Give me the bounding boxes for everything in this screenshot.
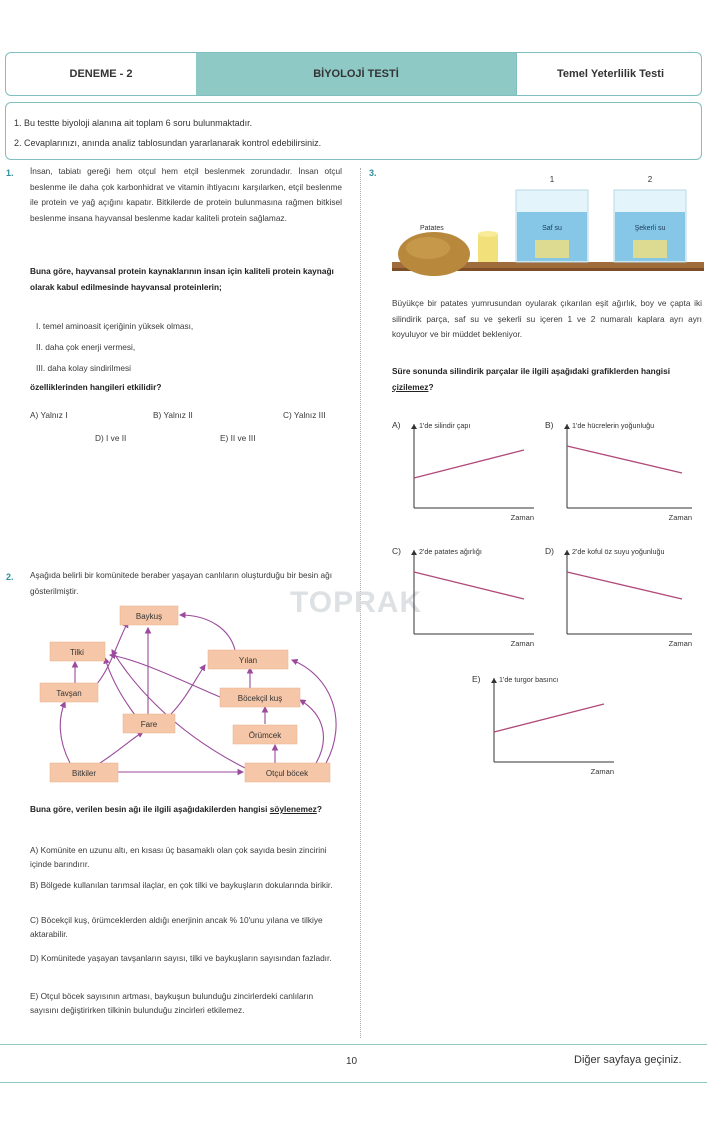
arrow-bitkiler-tavsan xyxy=(60,702,70,763)
potato-cylinder xyxy=(478,234,498,262)
graph-c[interactable] xyxy=(392,542,542,650)
graph-letter: C) xyxy=(392,546,401,556)
instruction-2: 2. Cevaplarınızı, anında analiz tablosundan yararlanarak kontrol edebilirsiniz. xyxy=(14,138,322,148)
arrow-bocekcil-tilki xyxy=(110,655,220,697)
test-title: BİYOLOJİ TESTİ xyxy=(196,53,516,95)
graph-svg xyxy=(545,416,700,524)
graph-title: 2'de koful öz suyu yoğunluğu xyxy=(572,547,665,556)
node-bitkiler: Bitkiler xyxy=(71,769,97,778)
page-number: 10 xyxy=(346,1056,358,1067)
q1-item-2: II. daha çok enerji vermesi, xyxy=(36,342,136,352)
graph-title: 1'de turgor basıncı xyxy=(499,675,559,684)
q2-question-emph: söylenemez xyxy=(269,804,317,814)
graph-b[interactable] xyxy=(545,416,700,524)
x-axis-label: Zaman xyxy=(668,639,692,648)
q2-question xyxy=(30,802,342,818)
q2-question-end: ? xyxy=(316,804,322,814)
q3-question-end: ? xyxy=(428,381,434,392)
graph-letter: B) xyxy=(545,420,554,430)
experiment-illustration xyxy=(392,168,704,288)
q1-option-c[interactable]: C) Yalnız III xyxy=(283,410,326,420)
exam-name: DENEME - 2 xyxy=(6,53,197,95)
test-header xyxy=(5,52,702,96)
watermark: TOPRAK xyxy=(290,586,423,619)
q1-closing: özelliklerinden hangileri etkilidir? xyxy=(30,382,162,392)
y-axis-arrow xyxy=(564,550,570,555)
graph-svg xyxy=(545,542,700,650)
q1-item-3: III. daha kolay sindirilmesi xyxy=(36,363,131,373)
q2-question-text: Buna göre, verilen besin ağı ile ilgili aşağıdakilerden hangisi xyxy=(30,804,270,814)
food-web-diagram xyxy=(30,600,345,790)
node-bocekcil-kus: Böcekçil kuş xyxy=(237,694,283,703)
node-tavsan: Tavşan xyxy=(56,689,82,698)
q2-option-c[interactable]: C) Böcekçil kuş, örümceklerden aldığı enerjinin ancak % 10'unu yılana ve tilkiye aktarabilir. xyxy=(30,915,323,939)
instructions xyxy=(5,102,702,160)
trend-line xyxy=(494,704,604,732)
q2-number: 2. xyxy=(6,572,14,582)
node-fare: Fare xyxy=(140,720,158,729)
beaker-1-cylinder xyxy=(535,240,569,258)
graph-title: 1'de hücrelerin yoğunluğu xyxy=(572,421,655,430)
x-axis-label: Zaman xyxy=(668,513,692,522)
q1-item-1: I. temel aminoasit içeriğinin yüksek olması, xyxy=(36,321,194,331)
q3-question xyxy=(392,364,702,395)
graph-e[interactable] xyxy=(472,670,622,778)
arrow-fare-tilki xyxy=(105,658,135,715)
q2-option-d[interactable]: D) Komünitede yaşayan tavşanların sayısı, tilki ve baykuşların sayısından fazladır. xyxy=(30,953,332,963)
beaker-1-label: Saf su xyxy=(542,225,562,232)
trend-line xyxy=(567,572,682,599)
y-axis-arrow xyxy=(411,550,417,555)
arrow-fare-yilan xyxy=(170,665,205,715)
beaker-2-number: 2 xyxy=(647,175,653,184)
q3-question-text: Süre sonunda silindirik parçalar ile ilgili aşağıdaki grafiklerden hangisi xyxy=(392,366,671,376)
footer-line-bottom xyxy=(0,1082,707,1083)
arrow-yilan-baykus xyxy=(180,615,235,650)
next-page-note: Diğer sayfaya geçiniz. xyxy=(574,1054,682,1066)
arrow-otcul-bocekcil xyxy=(300,700,323,765)
trend-line xyxy=(414,572,524,599)
beaker-2-label: Şekerli su xyxy=(634,225,666,232)
q1-option-e[interactable]: E) II ve III xyxy=(220,433,256,443)
instruction-1: 1. Bu testte biyoloji alanına ait toplam 6 soru bulunmaktadır. xyxy=(14,118,253,128)
potato-label: Patates xyxy=(420,225,444,232)
y-axis-arrow xyxy=(411,424,417,429)
beaker-2-cylinder xyxy=(633,240,667,258)
q1-number: 1. xyxy=(6,168,14,178)
graph-d[interactable] xyxy=(545,542,700,650)
q3-number: 3. xyxy=(369,168,377,178)
q1-option-a[interactable]: A) Yalnız I xyxy=(30,410,68,420)
q2-option-e[interactable]: E) Otçul böcek sayısının artması, baykuşun bulunduğu zincirlerdeki canlıların sayısını değiştirirken tilkinin bulunduğu zincirleri etkilemez. xyxy=(30,991,314,1015)
trend-line xyxy=(414,450,524,478)
x-axis-label: Zaman xyxy=(510,513,534,522)
node-otcul-bocek: Otçul böcek xyxy=(265,769,309,778)
q1-question: Buna göre, hayvansal protein kaynaklarının insan için kaliteli protein kaynağı olarak kabul edilmesinde hayvansal proteinlerin; xyxy=(30,266,334,292)
x-axis-label: Zaman xyxy=(510,639,534,648)
node-yilan: Yılan xyxy=(238,656,258,665)
graph-title: 1'de silindir çapı xyxy=(419,421,471,430)
y-axis-arrow xyxy=(564,424,570,429)
graph-letter: E) xyxy=(472,674,481,684)
q1-option-b[interactable]: B) Yalnız II xyxy=(153,410,193,420)
q2-option-a[interactable]: A) Komünite en uzunu altı, en kısası üç basamaklı olan çok sayıda besin zincirini içinde barındırır. xyxy=(30,845,327,869)
q3-intro: Büyükçe bir patates yumrusundan oyularak çıkarılan eşit ağırlık, boy ve çapta iki silindirik parça, saf su ve şekerli su içeren 1 ve 2 numaralı kaplara ayrı ayrı koyuluyor ve bir müddet bekleniyor. xyxy=(392,298,702,339)
node-orumcek: Örümcek xyxy=(248,731,282,740)
graph-svg xyxy=(472,670,622,778)
node-baykus: Baykuş xyxy=(135,612,163,621)
y-axis-arrow xyxy=(491,678,497,683)
graph-svg xyxy=(392,542,542,650)
graph-letter: A) xyxy=(392,420,401,430)
q2-intro: Aşağıda belirli bir komünitede beraber yaşayan canlıların oluşturduğu bir besin ağı gösterilmiştir. xyxy=(30,570,333,596)
graph-title: 2'de patates ağırlığı xyxy=(419,547,482,556)
x-axis-label: Zaman xyxy=(590,767,614,776)
trend-line xyxy=(567,446,682,473)
q1-intro: İnsan, tabiatı gereği hem otçul hem etçil beslenmek zorundadır. İnsan otçul beslenme ile daha çok karbonhidrat ve vitamin ihtiyacını karşılarken, etçil beslenme ile protein ve yağ açığını kapatır. Bitkilerde de protein bulunmasına rağmen bitkisel beslenme insana hayvansal beslenme kadar kaliteli protein sağlamaz. xyxy=(30,166,342,223)
q3-question-emph: çizilemez xyxy=(392,381,429,392)
graph-letter: D) xyxy=(545,546,554,556)
food-web-nodes xyxy=(40,606,330,782)
node-tilki: Tilki xyxy=(70,648,84,657)
beaker-1-number: 1 xyxy=(549,175,555,184)
q1-option-d[interactable]: D) I ve II xyxy=(95,433,127,443)
q2-option-b[interactable]: B) Bölgede kullanılan tarımsal ilaçlar, en çok tilki ve baykuşların dokularında birikir. xyxy=(30,880,333,890)
test-type: Temel Yeterlilik Testi xyxy=(516,53,702,95)
graph-svg xyxy=(392,416,542,524)
graph-a[interactable] xyxy=(392,416,542,524)
footer-line-top xyxy=(0,1044,707,1045)
arrow-bitkiler-fare xyxy=(100,732,143,763)
